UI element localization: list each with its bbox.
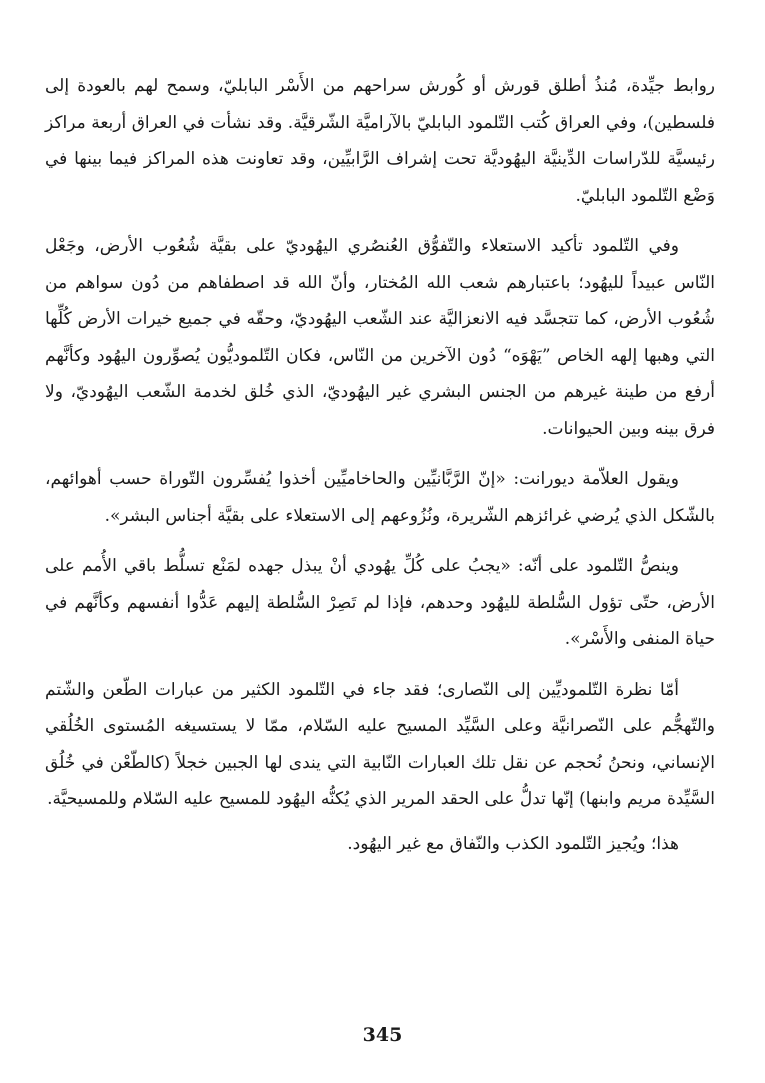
paragraph-4: وينصُّ التّلمود على أنّه: «يجبُ على كُلِّ يهُودي أنْ يبذل جهده لمَنْع تسلُّط باقي الأُمم على الأرض، حتّى تؤول السُّلطة لليهُود وحدهم، فإذا لم تَصِرْ السُّلطة إليهم عَدُّوا أنفسهم وكأنَّهم في حياة المنفى والأَسْر». [45, 556, 715, 649]
paragraph-2: وفي التّلمود تأكيد الاستعلاء والتّفوُّق العُنصُري اليهُوديّ على بقيَّة شُعُوب الأرض، وجَعْل النّاس عبيداً لليهُود؛ باعتبارهم شعب الله المُختار، وأنّ الله قد اصطفاهم من دُون سواهم من شُعُوب الأرض، كما تتجسَّد فيه الانعزاليَّة عند الشّعب اليهُوديّ، وحقّه في جميع خيرات الأرض كُلِّها التي وهبها إلهه الخاص ”يَهْوَه“ دُون الآخرين من النّاس، فكان التّلموديُّون يُصوِّرون اليهُود وكأنَّهم أرفع من طينة غيرهم من الجنس البشري غير اليهُوديّ، الذي خُلق لخدمة الشّعب اليهُوديّ، ولا فرق بينه وبين الحيوانات. [45, 236, 715, 439]
page-number: 345 [362, 1024, 403, 1046]
paragraph-5: أمّا نظرة التّلموديِّين إلى النّصارى؛ فقد جاء في التّلمود الكثير من عبارات الطّعن والشّتم والتّهجُّم على النّصرانيَّة وعلى السَّيِّد المسيح عليه السّلام، ممّا لا يستسيغه المُستوى الخُلُقي الإنساني، ونحنُ نُحجم عن نقل تلك العبارات النّابية التي يندى لها الجبين خجلاً (كالطّعْن في خُلُق السَّيِّدة مريم وابنها) إنّها تدلُّ على الحقد المرير الذي يُكنُّه اليهُود للمسيح عليه السّلام وللمسيحيَّة. [45, 679, 715, 809]
paragraph-3: ويقول العلاّمة ديورانت: «إنّ الرَّبَّانيِّين والحاخاميِّين أخذوا يُفسِّرون التّوراة حسب أهوائهم، بالشّكل الذي يُرضي غرائزهم الشّريرة، ونُزُوعهم إلى الاستعلاء على بقيَّة أجناس البشر». [45, 469, 715, 526]
paragraph-6: هذا؛ ويُجيز التّلمود الكذب والنّفاق مع غير اليهُود. [347, 833, 679, 854]
paragraph-1: روابط جيِّدة، مُنذُ أطلق قورش أو كُورش سراحهم من الأَسْر البابليّ، وسمح لهم بالعودة إلى فلسطين)، وفي العراق كُتب التّلمود البابليّ بالآراميَّة الشّرقيَّة. وقد نشأت في العراق أربعة مراكز رئيسيَّة للدّراسات الدِّينيَّة اليهُوديَّة تحت إشراف الرَّابيِّين، وقد تعاونت هذه المراكز فيما بينها في وَضْع التّلمود البابليّ. [45, 76, 715, 206]
